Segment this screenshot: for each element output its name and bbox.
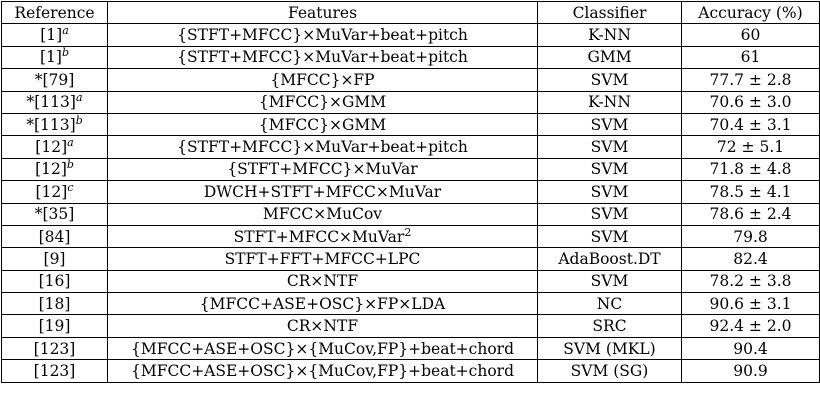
reference-superscript: a [75, 91, 83, 105]
cell-features [108, 270, 538, 292]
table-row [2, 46, 820, 68]
cell-reference [2, 136, 108, 158]
cell-reference [2, 248, 108, 270]
reference-text: [12] [35, 182, 68, 201]
table-row [2, 248, 820, 270]
cell-accuracy: 90.9 [682, 360, 820, 382]
table-row [2, 181, 820, 203]
features-text: MFCC×MuCov [262, 205, 383, 224]
reference-text: [18] [38, 294, 71, 313]
header-accuracy: Accuracy (%) [682, 2, 820, 24]
reference-text: [1] [40, 26, 63, 45]
features-text: {STFT+MFCC}×MuVar+beat+pitch [177, 138, 468, 157]
reference-text: [12] [35, 160, 67, 179]
cell-accuracy: 61 [682, 46, 820, 68]
features-text: {MFCC+ASE+OSC}×{MuCov,FP}+beat+chord [130, 339, 514, 358]
table-header [2, 2, 820, 24]
cell-accuracy: 78.2 ± 3.8 [682, 270, 820, 292]
cell-features [108, 203, 538, 225]
cell-features [108, 91, 538, 113]
features-text: {MFCC}×GMM [258, 93, 387, 112]
cell-classifier: SVM [538, 136, 682, 158]
cell-features [108, 293, 538, 315]
cell-reference [2, 270, 108, 292]
cell-classifier: SVM [538, 113, 682, 135]
cell-features [108, 46, 538, 68]
header-reference: Reference [2, 2, 108, 24]
cell-reference [2, 225, 108, 247]
cell-accuracy: 70.6 ± 3.0 [682, 91, 820, 113]
cell-accuracy: 82.4 [682, 248, 820, 270]
reference-text: [84] [38, 227, 71, 246]
table-row [2, 293, 820, 315]
features-text: CR×NTF [286, 272, 359, 291]
cell-classifier: SRC [538, 315, 682, 337]
table-row [2, 270, 820, 292]
cell-accuracy: 78.6 ± 2.4 [682, 203, 820, 225]
cell-accuracy: 77.7 ± 2.8 [682, 69, 820, 91]
cell-accuracy: 90.4 [682, 337, 820, 359]
reference-superscript: a [62, 23, 69, 37]
cell-accuracy: 78.5 ± 4.1 [682, 181, 820, 203]
table-row [2, 91, 820, 113]
cell-features [108, 136, 538, 158]
cell-reference [2, 337, 108, 359]
results-table [1, 1, 820, 383]
table-row [2, 136, 820, 158]
table-row [2, 225, 820, 247]
reference-text: [9] [43, 249, 66, 268]
cell-reference [2, 91, 108, 113]
table-row [2, 315, 820, 337]
cell-classifier: NC [538, 293, 682, 315]
cell-accuracy: 60 [682, 24, 820, 46]
cell-accuracy: 79.8 [682, 225, 820, 247]
cell-features [108, 360, 538, 382]
features-text: DWCH+STFT+MFCC×MuVar [203, 182, 442, 201]
cell-classifier: SVM (SG) [538, 360, 682, 382]
cell-features [108, 69, 538, 91]
reference-text: [12] [35, 138, 68, 157]
reference-text: [1] [39, 48, 62, 67]
table-row [2, 69, 820, 91]
header-row [2, 2, 820, 24]
cell-accuracy: 72 ± 5.1 [682, 136, 820, 158]
cell-classifier: AdaBoost.DT [538, 248, 682, 270]
cell-reference [2, 69, 108, 91]
features-text: STFT+FFT+MFCC+LPC [224, 249, 421, 268]
reference-superscript: b [75, 113, 83, 127]
features-text: CR×NTF [286, 317, 359, 336]
reference-text: *[113] [26, 93, 76, 112]
cell-classifier: SVM [538, 181, 682, 203]
features-superscript: 2 [404, 225, 412, 239]
table-row [2, 203, 820, 225]
table-row [2, 337, 820, 359]
reference-text: [123] [33, 339, 76, 358]
cell-classifier: SVM [538, 203, 682, 225]
reference-text: [16] [38, 272, 71, 291]
cell-classifier: GMM [538, 46, 682, 68]
cell-classifier: K-NN [538, 24, 682, 46]
reference-text: *[113] [26, 115, 76, 134]
cell-reference [2, 360, 108, 382]
reference-superscript: c [67, 180, 74, 194]
cell-accuracy: 92.4 ± 2.0 [682, 315, 820, 337]
header-features: Features [108, 2, 538, 24]
reference-superscript: b [61, 46, 69, 60]
features-text: {STFT+MFCC}×MuVar+beat+pitch [177, 48, 468, 67]
cell-features [108, 337, 538, 359]
features-text: {STFT+MFCC}×MuVar+beat+pitch [177, 26, 468, 45]
cell-classifier: SVM [538, 270, 682, 292]
cell-accuracy: 70.4 ± 3.1 [682, 113, 820, 135]
cell-reference [2, 315, 108, 337]
cell-classifier: K-NN [538, 91, 682, 113]
reference-text: *[79] [34, 70, 75, 89]
cell-classifier: SVM [538, 225, 682, 247]
reference-superscript: b [66, 158, 74, 172]
table-body [2, 24, 820, 382]
cell-reference [2, 113, 108, 135]
cell-features [108, 225, 538, 247]
features-text: {STFT+MFCC}×MuVar [227, 160, 418, 179]
cell-features [108, 315, 538, 337]
features-text: {MFCC}×FP [270, 70, 375, 89]
cell-features [108, 113, 538, 135]
table-row [2, 113, 820, 135]
cell-accuracy: 71.8 ± 4.8 [682, 158, 820, 180]
cell-reference [2, 293, 108, 315]
cell-reference [2, 203, 108, 225]
table-row [2, 24, 820, 46]
features-text: {MFCC+ASE+OSC}×FP×LDA [199, 294, 446, 313]
header-classifier: Classifier [538, 2, 682, 24]
cell-reference [2, 46, 108, 68]
features-text: {MFCC+ASE+OSC}×{MuCov,FP}+beat+chord [130, 361, 514, 380]
cell-reference [2, 158, 108, 180]
cell-features [108, 248, 538, 270]
reference-text: [123] [33, 361, 76, 380]
cell-features [108, 181, 538, 203]
reference-superscript: a [67, 135, 74, 149]
table-row [2, 360, 820, 382]
cell-accuracy: 90.6 ± 3.1 [682, 293, 820, 315]
table-row [2, 158, 820, 180]
cell-reference [2, 181, 108, 203]
cell-reference [2, 24, 108, 46]
reference-text: *[35] [34, 205, 75, 224]
cell-classifier: SVM [538, 69, 682, 91]
cell-features [108, 24, 538, 46]
features-text: {MFCC}×GMM [258, 115, 387, 134]
reference-text: [19] [38, 317, 71, 336]
features-text: STFT+MFCC×MuVar [233, 227, 405, 246]
cell-classifier: SVM (MKL) [538, 337, 682, 359]
cell-features [108, 158, 538, 180]
cell-classifier: SVM [538, 158, 682, 180]
